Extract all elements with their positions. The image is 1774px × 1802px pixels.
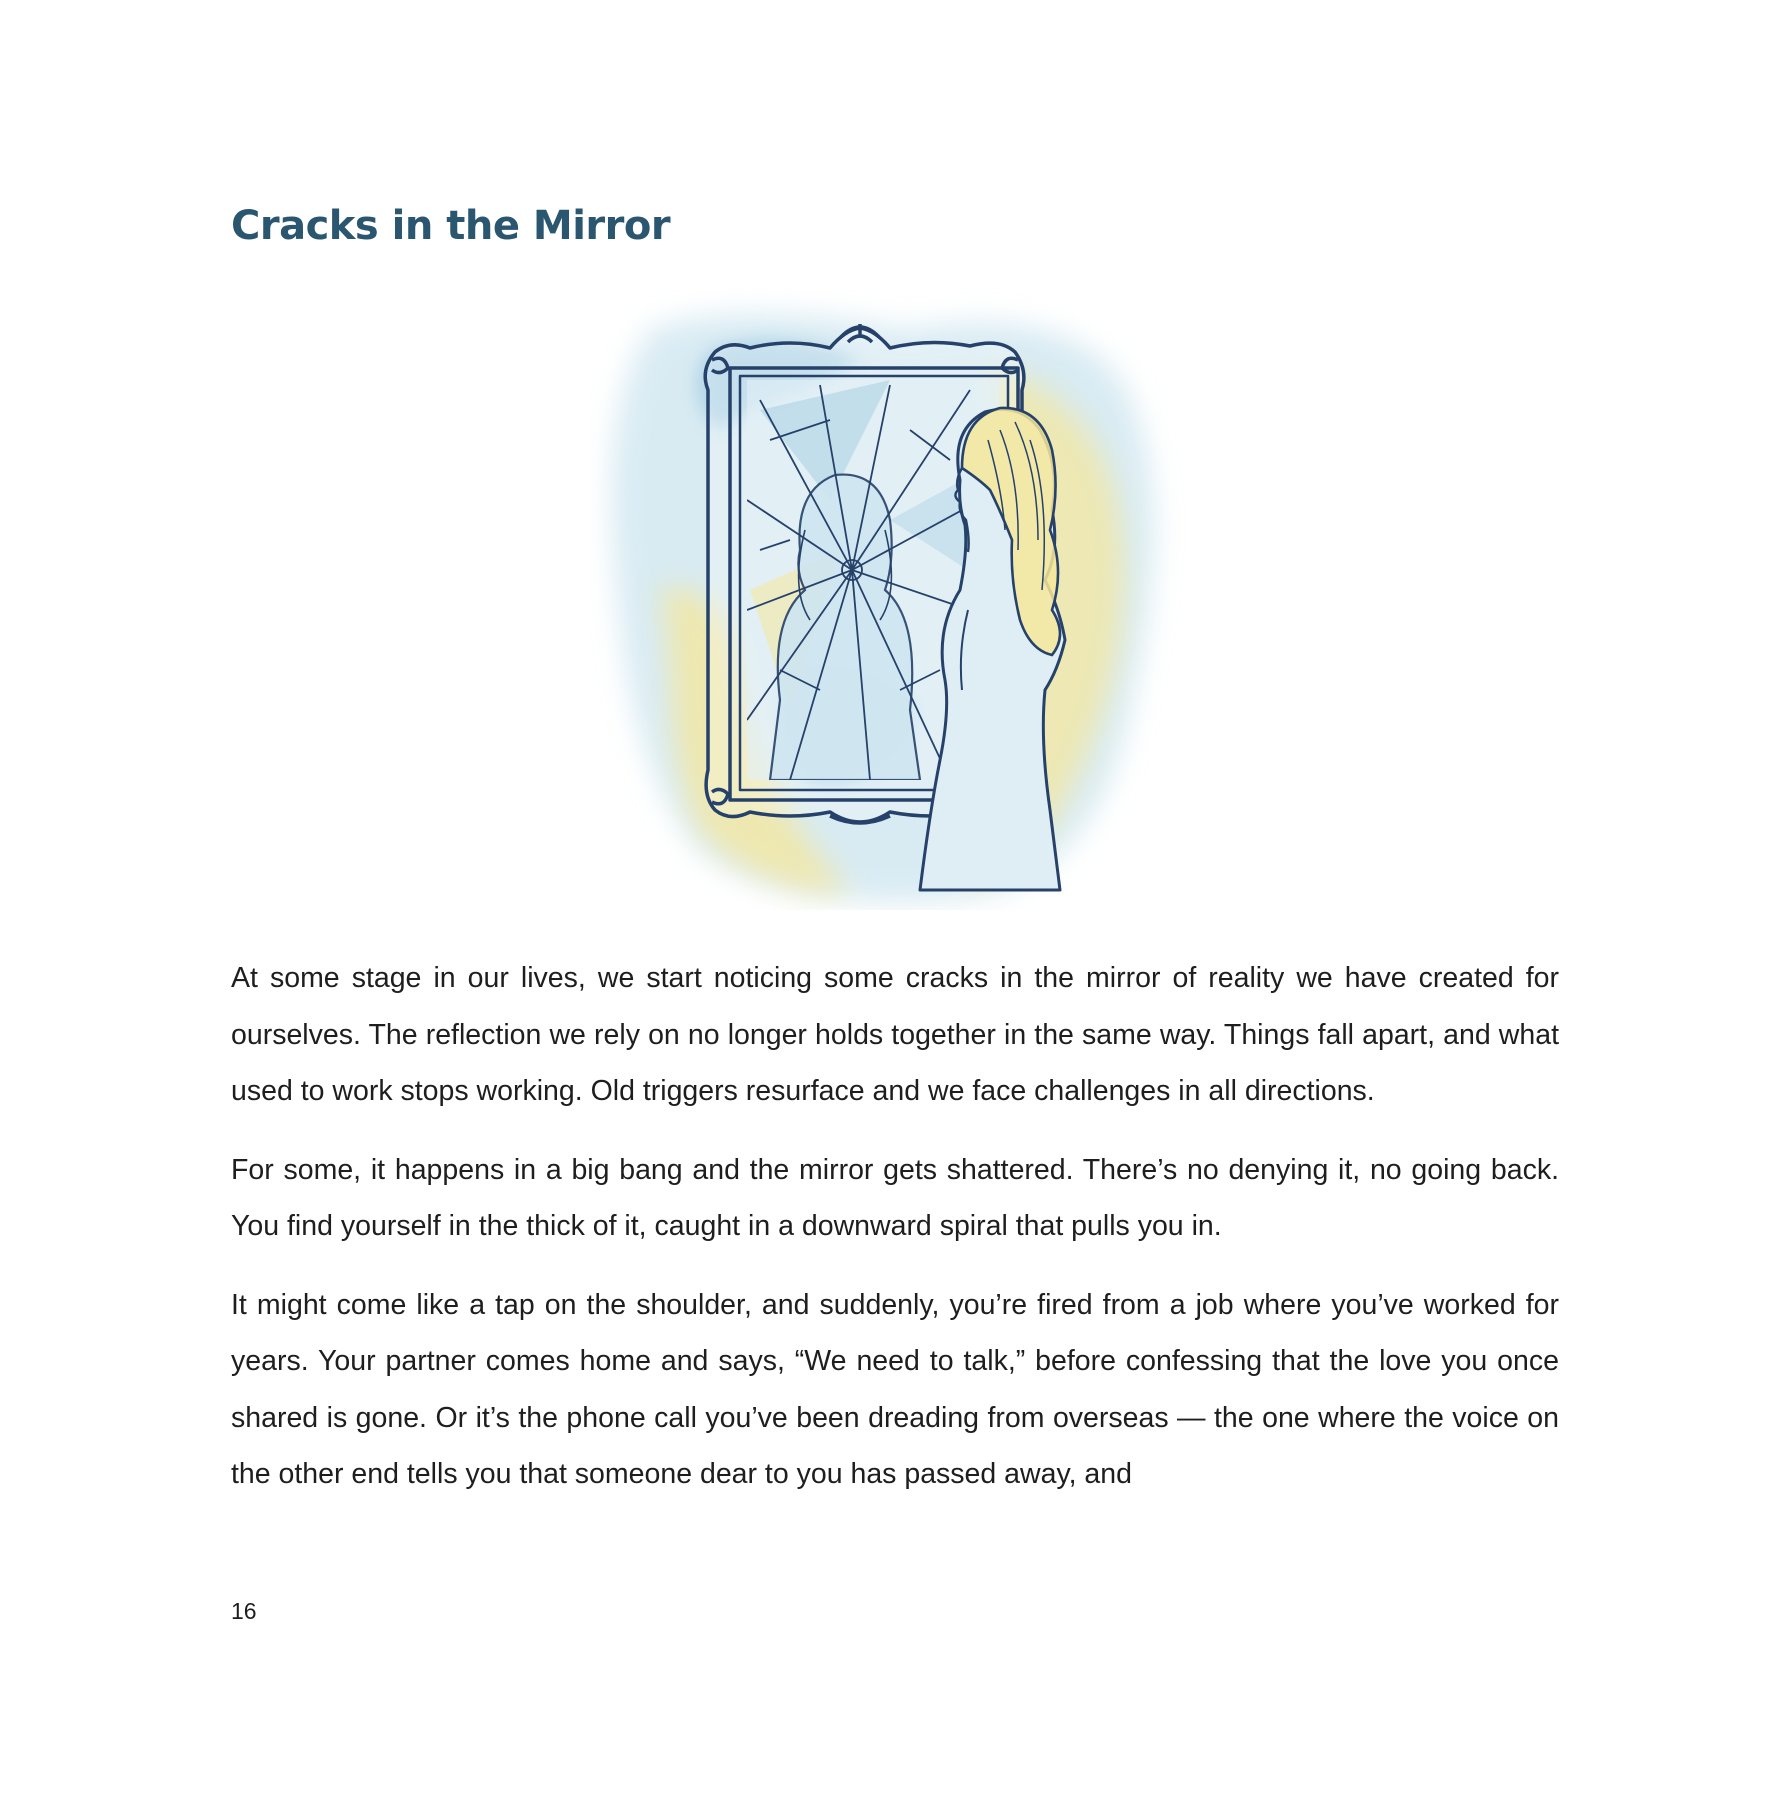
- paragraph: For some, it happens in a big bang and the mirror gets shattered. There’s no denying it, no going back. You find yourself in the thick of it, caught in a downward spiral that pulls you in.: [231, 1153, 1559, 1242]
- mirror-illustration: [590, 290, 1210, 910]
- paragraph: At some stage in our lives, we start noticing some cracks in the mirror of reality we have created for ourselves. The reflection we rely on no longer holds together in the same way. Things fall apart, and what used to work stops working. Old triggers resurface and we face challenges in all directions.: [231, 962, 1559, 1107]
- page-title: Cracks in the Mirror: [231, 203, 671, 249]
- page-number: 16: [231, 1598, 257, 1624]
- paragraph: It might come like a tap on the shoulder, and suddenly, you’re fired from a job where you’ve worked for years. Your partner comes home and says, “We need to talk,” before confessing that the love you once shared is gone. Or it’s the phone call you’ve been dreading from overseas — the one where the voice on the other end tells you that someone dear to you has passed away, and: [231, 1288, 1559, 1490]
- body-text: [231, 950, 1559, 1525]
